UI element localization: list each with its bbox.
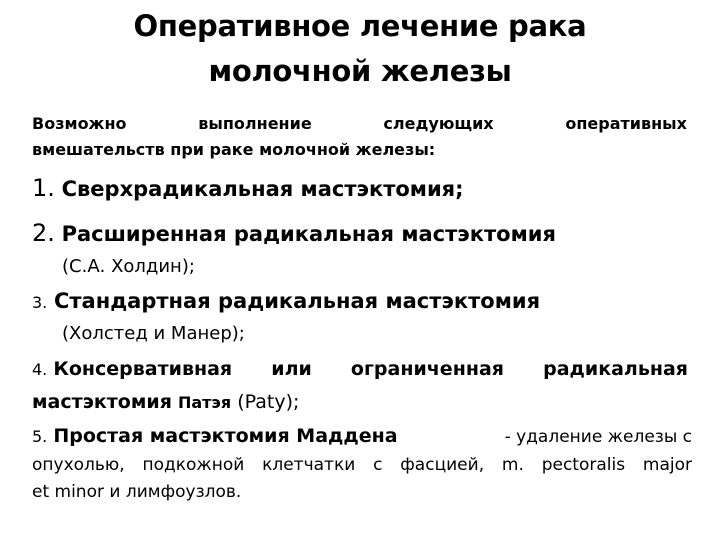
- desc-word: клетчатки: [262, 455, 356, 475]
- item-author: (С.А. Холдин);: [62, 256, 195, 277]
- list-item-3: [32, 291, 540, 312]
- item-word: или: [271, 358, 312, 380]
- item-description: - удаление железы с: [504, 427, 692, 447]
- item-heading: [32, 427, 398, 446]
- slide-title-line-1: Оперативное лечение рака: [133, 9, 587, 43]
- list-item-4-continued: [32, 393, 299, 412]
- desc-word: опухолью,: [32, 455, 125, 475]
- desc-word: m.: [501, 455, 524, 475]
- list-item-1: [32, 176, 464, 200]
- item-text: Расширенная радикальная мастэктомия: [61, 222, 556, 246]
- item-author-latin: (Paty);: [237, 391, 300, 413]
- item-word: ограниченная: [350, 358, 504, 380]
- item-word: радикальная: [543, 358, 688, 380]
- item-number: 5.: [32, 427, 48, 446]
- item-author: (Холстед и Манер);: [62, 323, 245, 344]
- intro-word: следующих: [383, 114, 494, 133]
- desc-word: фасцией,: [400, 455, 485, 475]
- intro-line-1: [32, 116, 687, 132]
- item-description-line-3: et minor и лимфоузлов.: [32, 482, 242, 502]
- item-number: 2.: [32, 219, 55, 247]
- item-word: Консервативная: [53, 358, 233, 380]
- item-first-word: [32, 360, 232, 379]
- desc-word: pectoralis: [541, 455, 626, 475]
- intro-word: выполнение: [198, 114, 312, 133]
- item-word: мастэктомия: [32, 391, 172, 413]
- slide-title-line-2: молочной железы: [208, 54, 512, 88]
- item-text: Простая мастэктомия Маддена: [53, 425, 398, 447]
- item-author: Патэя: [177, 393, 232, 412]
- intro-line-2: вмешательств при раке молочной железы:: [32, 140, 436, 159]
- item-punctuation: ;: [455, 177, 464, 201]
- item-number: 3.: [32, 293, 48, 312]
- item-number: 4.: [32, 360, 48, 379]
- list-item-2: [32, 221, 556, 245]
- item-text: Сверхрадикальная мастэктомия: [61, 177, 456, 201]
- desc-word: с: [373, 455, 383, 475]
- desc-word: подкожной: [142, 455, 245, 475]
- item-text: Стандартная радикальная мастэктомия: [53, 289, 541, 313]
- list-item-5: [32, 427, 692, 446]
- intro-word: Возможно: [32, 114, 127, 133]
- item-number: 1.: [32, 174, 55, 202]
- item-description-line-2: [32, 457, 692, 474]
- intro-word: оперативных: [565, 114, 687, 133]
- desc-word: major: [642, 455, 692, 475]
- list-item-4: [32, 360, 688, 379]
